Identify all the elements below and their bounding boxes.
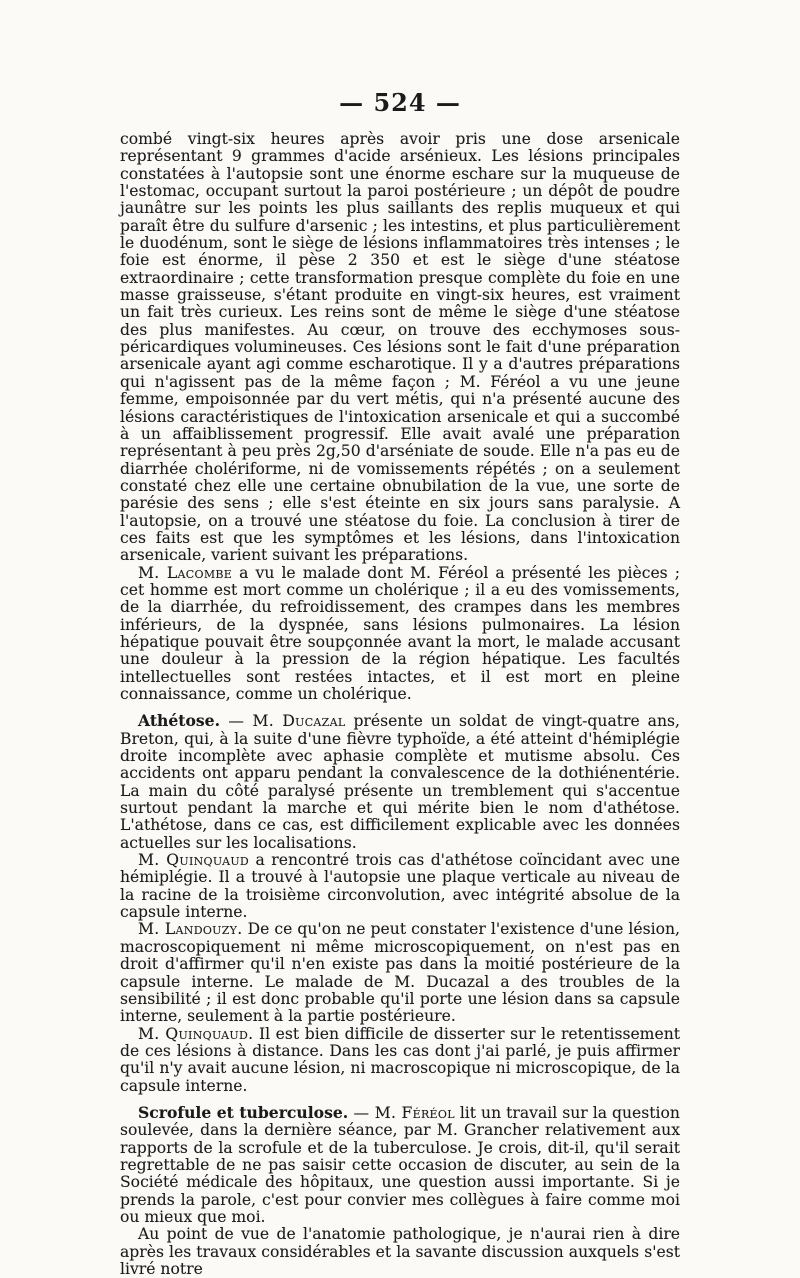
- speaker-name: M. Quinquaud: [138, 851, 250, 870]
- paragraph-lacombe: [120, 565, 680, 704]
- section-heading: Scrofule et tuberculose.: [138, 1102, 349, 1122]
- paragraph-anatomie: [120, 1226, 680, 1278]
- page-number: — 524 —: [339, 88, 461, 117]
- speaker-name: — M. Ducazal: [220, 712, 346, 731]
- speaker-name: — M. Féréol: [348, 1103, 455, 1122]
- paragraph-text: a vu le malade dont M. Féréol a présenté les pièces ; cet homme est mort comme un cholérique ; il a eu des vomissements, de la diarrhée, du refroidissement, des crampes dans les membres inférieurs, de la dyspnée, sans lésions pulmonaires. La lésion hépatique pouvait être soupçonnée avant la mort, le malade accusant une douleur à la pression de la région hépatique. Les facultés intellectuelles sont restées intactes, et il est mort en pleine connaissance, comme un cholérique.: [120, 563, 680, 703]
- paragraph-quinquaud-1: [120, 852, 680, 921]
- paragraph-text: Il est bien difficile de disserter sur le retentissement de ces lésions à distance. Dans les cas dont j'ai parlé, je puis affirmer qu'il n'y avait aucune lésion, ni macroscopique ni microscopique, de la capsule interne.: [120, 1024, 681, 1095]
- paragraph-text: combé vingt-six heures après avoir pris une dose arsenicale représentant 9 grammes d'acide arsénieux. Les lésions principales constatées à l'autopsie sont une énorme eschare sur la muqueuse de l'estomac, occupant surtout la paroi postérieure ; un dépôt de poudre jaunâtre sur les points les plus saillants des replis muqueux et qui paraît être du sulfure d'arsenic ; les intestins, et plus particulièrement le duodénum, sont le siège de lésions inflammatoires très intenses ; le foie est énorme, il pèse 2 350 et est le siège d'une stéatose extraordinaire ; cette transformation presque complète du foie en une masse graisseuse, s'étant produite en vingt-six heures, est vraiment un fait très curieux. Les reins sont de même le siège d'une stéatose des plus manifestes. Au cœur, on trouve des ecchymoses sous-péricardiques volumineuses. Ces lésions sont le fait d'une préparation arsenicale ayant agi comme escharotique. Il y a d'autres préparations qui n'agissent pas de la même façon ; M. Féréol a vu une jeune femme, empoisonnée par du vert métis, qui n'a présenté aucune des lésions caractéristiques de l'intoxication arsenicale et qui a succombé à un affaiblissement progressif. Elle avait avalé une préparation représentant à peu près 2g,50 d'arséniate de soude. Elle n'a pas eu de diarrhée cholériforme, ni de vomissements répétés ; on a seulement constaté chez elle une certaine obnubilation de la vue, une sorte de parésie des sens ; elle s'est éteinte en six jours sans paralysie. A l'autopsie, on a trouvé une stéatose du foie. La conclusion à tirer de ces faits est que les symptômes et les lésions, dans l'intoxication arsenicale, varient suivant les préparations.: [120, 130, 680, 565]
- paragraph-text: lit un travail sur la question soulevée, dans la dernière séance, par M. Grancher relativement aux rapports de la scrofule et de la tuberculose. Je crois, dit-il, qu'il serait regrettable de ne pas saisir cette occasion de discuter, au sein de la Société médicale des hôpitaux, une question aussi importante. Si je prends la parole, c'est pour convier mes collègues à faire comme moi ou mieux que moi.: [120, 1103, 680, 1226]
- paragraph-text: Au point de vue de l'anatomie pathologique, je n'aurai rien à dire après les travaux considérables et la savante discussion auxquels s'est livré notre: [120, 1225, 680, 1278]
- paragraph-athetose: [120, 712, 680, 852]
- speaker-name: M. Landouzy.: [138, 920, 243, 939]
- speaker-name: M. Quinquaud.: [138, 1024, 254, 1043]
- paragraph-quinquaud-2: [120, 1026, 680, 1095]
- paragraph-landouzy: [120, 921, 680, 1025]
- paragraph-text: présente un soldat de vingt-quatre ans, Breton, qui, à la suite d'une fièvre typhoïde, a été atteint d'hémiplégie droite incomplète avec aphasie complète et mutisme absolu. Ces accidents ont apparu pendant la convalescence de la dothiénentérie. La main du côté paralysé présente un tremblement qui s'accentue surtout pendant la marche et qui mérite bien le nom d'athétose. L'athétose, dans ce cas, est difficilement explicable avec les données actuelles sur les localisations.: [120, 712, 680, 852]
- document-page: [120, 88, 680, 1278]
- section-heading: Athétose.: [138, 711, 221, 731]
- paragraph-text: a rencontré trois cas d'athétose coïncidant avec une hémiplégie. Il a trouvé à l'autopsie une plaque verticale au niveau de la racine de la troisième circonvolution, avec intégrité absolue de la capsule interne.: [120, 851, 680, 922]
- paragraph-text: De ce qu'on ne peut constater l'existence d'une lésion, macroscopiquement ni même microscopiquement, on n'est pas en droit d'affirmer qu'il n'en existe pas dans la moitié postérieure de la capsule interne. Le malade de M. Ducazal a des troubles de la sensibilité ; il est donc probable qu'il porte une lésion dans sa capsule interne, seulement à la partie postérieure.: [120, 920, 681, 1026]
- speaker-name: M. Lacombe: [138, 563, 233, 582]
- paragraph-arsenic-case: [120, 131, 680, 565]
- paragraph-scrofule: [120, 1104, 680, 1226]
